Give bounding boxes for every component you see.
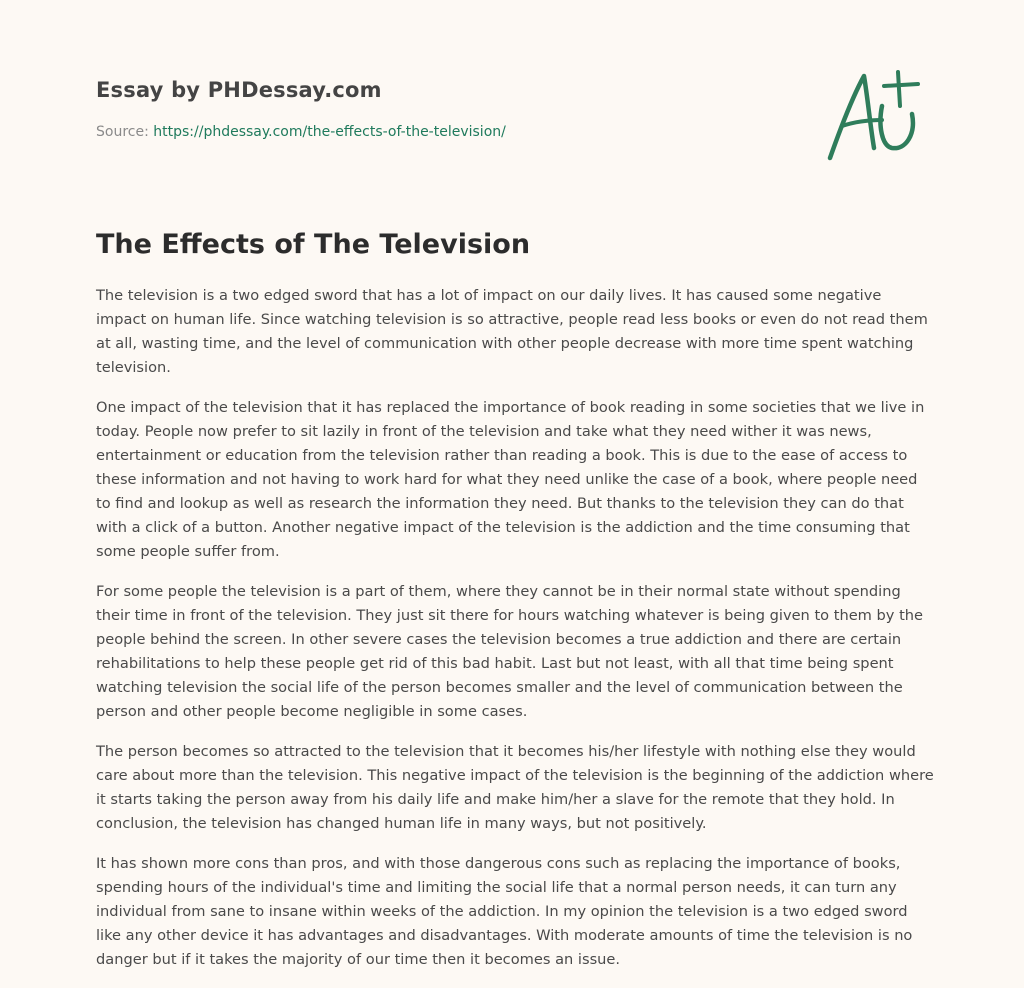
essay-paragraph-1: The television is a two edged sword that has a lot of impact on our daily lives. It has caused some negative impact on human life. Since watching television is so attractive, people read less books or even do not read them at all, wasting time, and the level of communication with other people decrease with more time spent watching television.: [96, 287, 928, 376]
essay-paragraph-5: It has shown more cons than pros, and with those dangerous cons such as replacing the importance of books, spending hours of the individual's time and limiting the social life that a normal person needs, it can turn any individual from sane to insane within weeks of the addiction. In my opinion the television is a two edged sword like any other device it has advantages and disadvantages. With moderate amounts of time the television is no danger but if it takes the majority of our time then it becomes an issue.: [96, 855, 913, 968]
source-label: Source:: [96, 124, 149, 140]
source-line: [96, 122, 506, 142]
essay-paragraph-2: One impact of the television that it has replaced the importance of book reading in some societies that we live in today. People now prefer to sit lazily in front of the television and take what they need wither it was news, entertainment or education from the television rather than reading a book. This is due to the ease of access to these information and not having to work hard for what they need unlike the case of a book, where people need to find and lookup as well as research the information they need. But thanks to the television they can do that with a click of a button. Another negative impact of the television is the addiction and the time consuming that some people suffer from.: [96, 399, 925, 560]
essay-paragraph-4: The person becomes so attracted to the television that it becomes his/her lifestyle with nothing else they would care about more than the television. This negative impact of the television is the beginning of the addiction where it starts taking the person away from his daily life and make him/her a slave for the remote that they hold. In conclusion, the television has changed human life in many ways, but not positively.: [96, 743, 934, 832]
brand-title: Essay by PHDessay.com: [96, 78, 382, 102]
essay-paragraph-3: For some people the television is a part of them, where they cannot be in their normal state without spending their time in front of the television. They just sit there for hours watching whatever is being given to them by the people behind the screen. In other severe cases the television becomes a true addiction and there are certain rehabilitations to help these people get rid of this bad habit. Last but not least, with all that time being spent watching television the social life of the person becomes smaller and the level of communication between the person and other people become negligible in some cases.: [96, 583, 924, 720]
source-link[interactable]: https://phdessay.com/the-effects-of-the-television/: [153, 124, 506, 140]
essay-title: The Effects of The Television: [96, 229, 531, 260]
essay-body: [96, 284, 936, 988]
a-plus-grade-icon: [820, 66, 930, 166]
essay-header: [96, 76, 506, 142]
